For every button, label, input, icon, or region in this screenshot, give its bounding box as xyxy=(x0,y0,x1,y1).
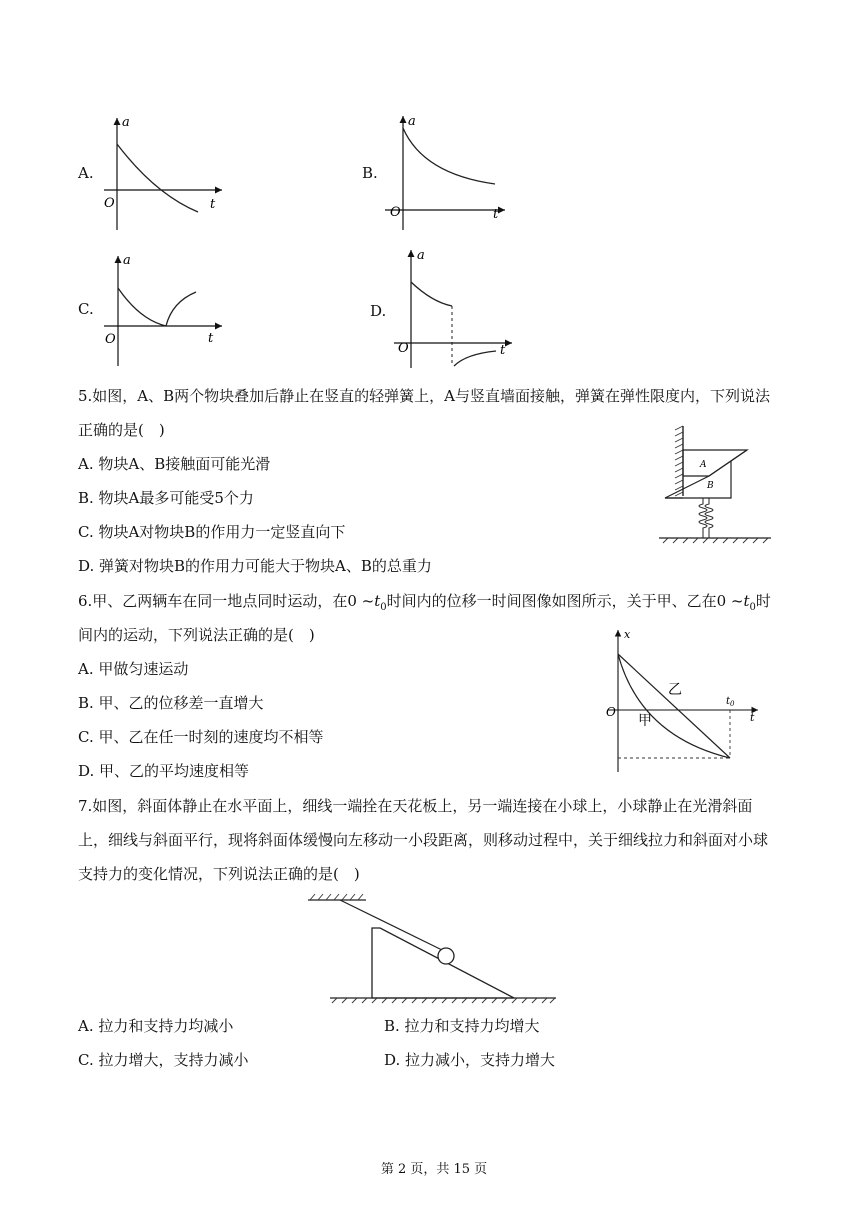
q6-stem-line2: 间内的运动，下列说法正确的是( ) xyxy=(78,626,315,644)
q5-block-b-label: B xyxy=(707,481,714,491)
q4-option-a-label: A. xyxy=(78,164,94,182)
q7-option-b: B. 拉力和支持力均增大 xyxy=(384,1017,540,1035)
q7-stem-line3: 支持力的变化情况，下列说法正确的是( ) xyxy=(78,865,360,883)
q6-y-label: x xyxy=(624,628,631,641)
q4-graph-c xyxy=(100,250,230,370)
q6-option-b: B. 甲、乙的位移差一直增大 xyxy=(78,694,264,712)
q7-figure-incline-ball xyxy=(306,892,562,1008)
q6-stem-line1: 6.甲、乙两辆车在同一地点同时运动，在0 $\sim t_0$时间内的位移一时间图像如图所示，关于甲、乙在0 $\sim t_0$时 xyxy=(78,592,771,613)
q6-option-d: D. 甲、乙的平均速度相等 xyxy=(78,762,250,780)
q5-option-a: A. 物块A、B接触面可能光滑 xyxy=(78,455,271,473)
q4c-origin: O xyxy=(105,332,116,347)
q4-graph-d xyxy=(392,244,517,370)
q7-option-c: C. 拉力增大，支持力减小 xyxy=(78,1051,249,1069)
q5-figure-blocks-spring xyxy=(655,424,775,544)
q6-option-a: A. 甲做匀速运动 xyxy=(78,660,189,678)
q6-t0-label: $t_0$ xyxy=(726,696,735,708)
q4-option-b-label: B. xyxy=(362,164,378,182)
q4-graph-b xyxy=(383,112,513,232)
q4b-origin: O xyxy=(390,205,401,220)
q4b-x-label: t xyxy=(493,207,499,222)
q6-jia-label: 甲 xyxy=(638,713,652,729)
q7-option-d: D. 拉力减小，支持力增大 xyxy=(384,1051,556,1069)
q7-stem-line2: 上，细线与斜面平行，现将斜面体缓慢向左移动一小段距离，则移动过程中，关于细线拉力和斜面对小球 xyxy=(78,831,769,849)
q5-option-b: B. 物块A最多可能受5个力 xyxy=(78,489,254,507)
q4a-y-label: a xyxy=(122,115,130,130)
q4d-origin: O xyxy=(398,341,409,356)
q4-graph-a xyxy=(100,112,230,232)
q4c-y-label: a xyxy=(123,253,131,268)
q5-option-d: D. 弹簧对物块B的作用力可能大于物块A、B的总重力 xyxy=(78,557,432,575)
q7-option-a: A. 拉力和支持力均减小 xyxy=(78,1017,234,1035)
q6-origin: O xyxy=(606,705,616,719)
q4-option-c-label: C. xyxy=(78,300,94,318)
q4a-origin: O xyxy=(104,196,115,211)
q6-x-label: t xyxy=(750,711,755,724)
q4d-x-label: t xyxy=(500,343,506,358)
page-footer: 第 2 页，共 15 页 xyxy=(380,1162,488,1177)
q4-option-d-label: D. xyxy=(370,302,387,320)
q5-block-a-label: A xyxy=(700,460,707,470)
q6-option-c: C. 甲、乙在任一时刻的速度均不相等 xyxy=(78,728,324,746)
q7-stem-line1: 7.如图，斜面体静止在水平面上，细线一端拴在天花板上，另一端连接在小球上，小球静止在光滑斜面 xyxy=(78,797,753,815)
q6-figure-xt-graph xyxy=(600,626,770,774)
q6-yi-label: 乙 xyxy=(668,682,682,698)
q4d-y-label: a xyxy=(417,248,425,263)
q4c-x-label: t xyxy=(208,331,214,346)
q5-stem-line2: 正确的是( ) xyxy=(78,421,165,439)
q5-option-c: C. 物块A对物块B的作用力一定竖直向下 xyxy=(78,523,346,541)
q4b-y-label: a xyxy=(408,114,416,129)
q4a-x-label: t xyxy=(210,197,216,212)
q5-stem-line1: 5.如图，A、B两个物块叠加后静止在竖直的轻弹簧上，A与竖直墙面接触，弹簧在弹性限度内，下列说法 xyxy=(78,387,771,405)
